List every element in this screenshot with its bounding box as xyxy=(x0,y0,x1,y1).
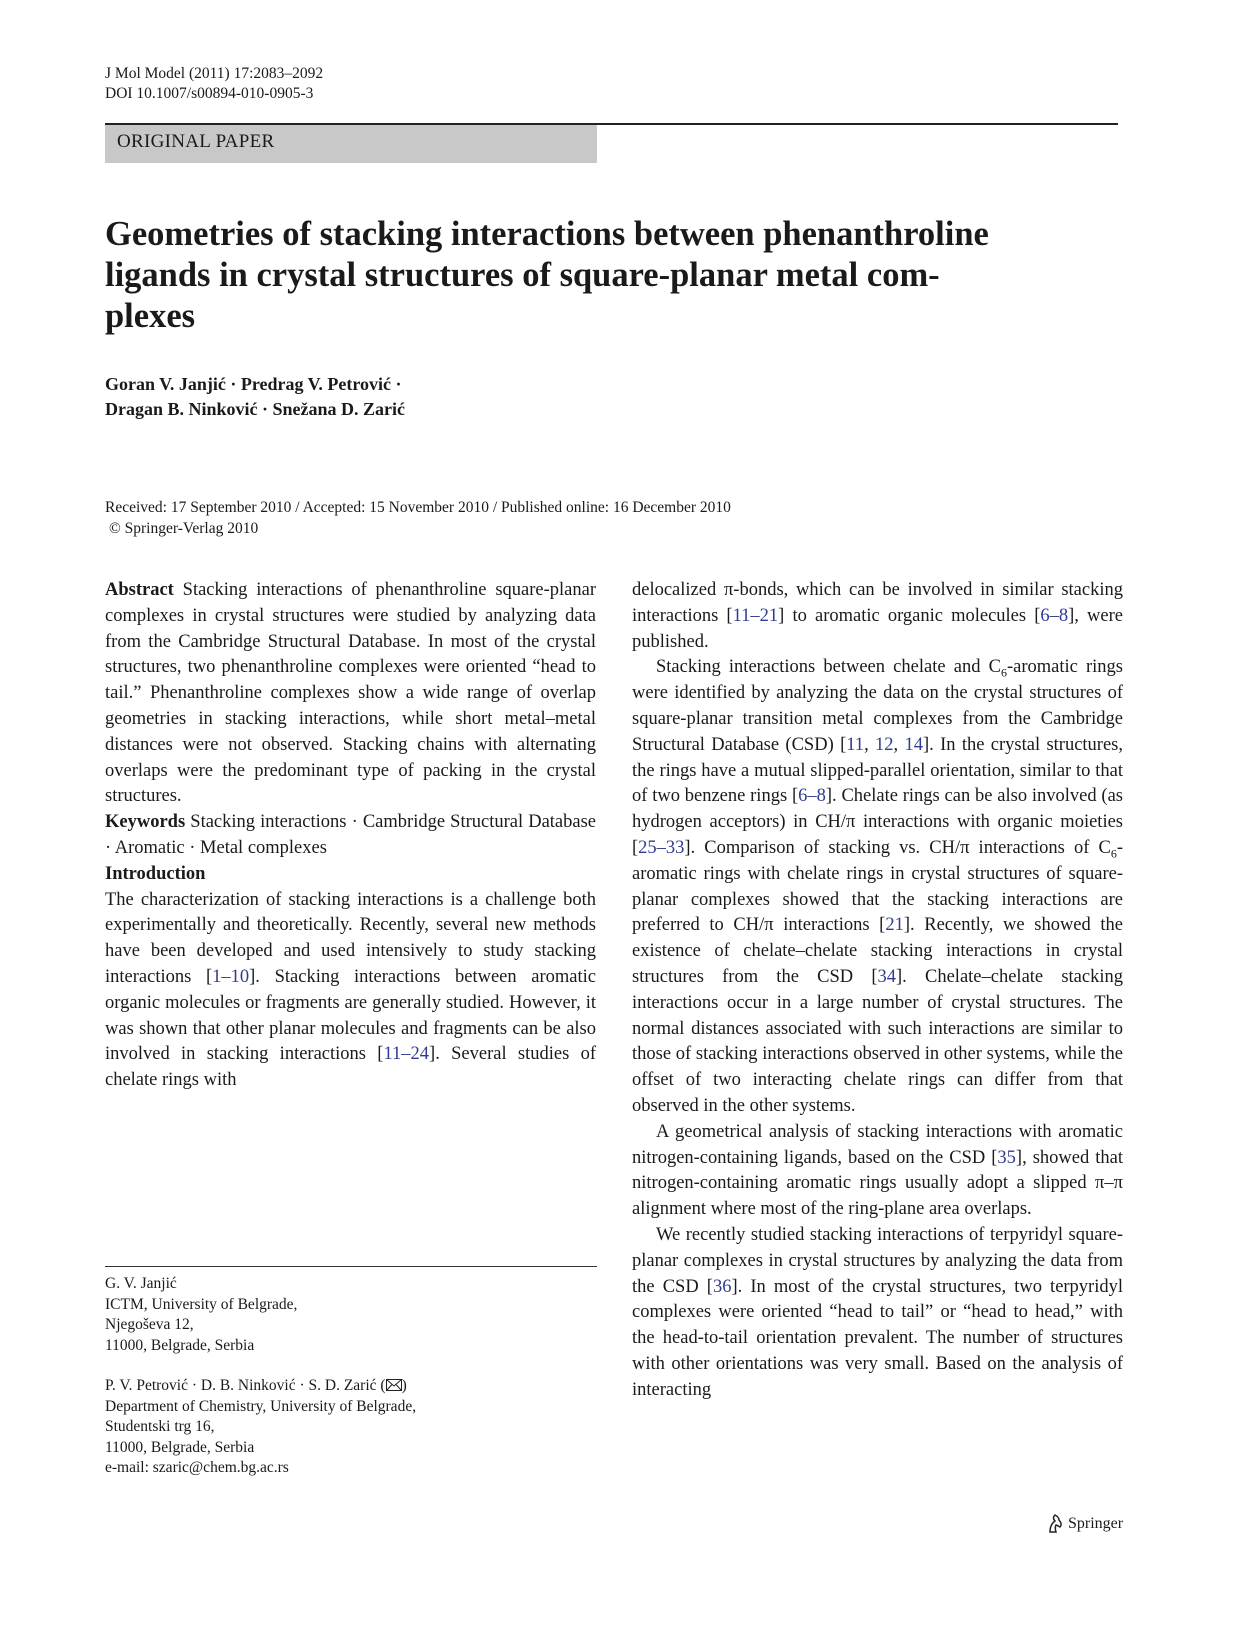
keywords-text: Stacking interactions · Cambridge Structural Database · Aromatic · Metal complexes xyxy=(105,812,597,858)
keywords xyxy=(105,810,596,862)
left-column xyxy=(105,578,596,1094)
affiliation-street: Njegoševa 12, xyxy=(105,1316,194,1333)
paper-title xyxy=(105,214,1105,337)
title-line: plexes xyxy=(105,297,196,335)
article-type-banner xyxy=(105,125,597,163)
received-dates: Received: 17 September 2010 / Accepted: 15 November 2010 / Published online: 16 December 2010 xyxy=(105,499,731,516)
citation-link[interactable]: 25–33 xyxy=(638,837,685,858)
body-paragraph: We recently studied stacking interactions of terpyridyl square-planar complexes in crystal structures by analyzing the data from the CSD [36]. In most of the crystal structures, two terpyridyl complexes were oriented “head to tail” or “head to head,” with the head-to-tail orientation prevalent. The number of structures with other orientations was very small. Based on the analysis of interacting xyxy=(632,1224,1124,1400)
citation-link[interactable]: 11–21 xyxy=(732,605,779,626)
copyright: © Springer-Verlag 2010 xyxy=(109,520,259,537)
affiliation-street: Studentski trg 16, xyxy=(105,1418,215,1435)
affiliation-1 xyxy=(105,1274,297,1356)
email-link[interactable]: e-mail: szaric@chem.bg.ac.rs xyxy=(105,1459,289,1476)
citation-link[interactable]: 6–8 xyxy=(798,786,826,807)
body-paragraph: A geometrical analysis of stacking interactions with aromatic nitrogen-containing ligands, based on the CSD [35], showed that nitrogen-containing aromatic rings usually adopt a slipped π–π alignment where most of the ring-plane area overlaps. xyxy=(632,1121,1123,1220)
title-line: Geometries of stacking interactions between phenanthroline xyxy=(105,215,989,253)
affiliation-names: P. V. Petrović · D. B. Ninković · S. D. Zarić ( ) xyxy=(105,1377,407,1394)
affiliation-name: G. V. Janjić xyxy=(105,1275,177,1292)
envelope-icon xyxy=(386,1379,402,1391)
abstract xyxy=(105,578,596,810)
citation-link[interactable]: 6–8 xyxy=(1040,605,1069,626)
citation-link[interactable]: 11–24 xyxy=(383,1044,430,1065)
affiliation-institution: Department of Chemistry, University of Belgrade, xyxy=(105,1397,417,1415)
citation-link[interactable]: 14 xyxy=(904,734,923,755)
citation-link[interactable]: 12 xyxy=(875,734,894,755)
body-paragraph: Stacking interactions between chelate and $C_6$-aromatic rings were identified by analyzing the data on the crystal structures of square-planar transition metal complexes from the Cambridge Structural Database (CSD) [11, 12, 14]. In the crystal structures, the rings have a mutual slipped-parallel orientation, similar to that of two benzene rings [6–8]. Chelate rings can be also involved (as hydrogen acceptors) in CH/π interactions with organic moieties [25–33]. Comparison of stacking vs. CH/π interactions of $C_6$-aromatic rings with chelate rings in crystal structures of square-planar complexes showed that the stacking interactions are preferred to CH/π interactions [21]. Recently, we showed the existence of chelate–chelate stacking interactions in crystal structures from the CSD [34]. Chelate–chelate stacking interactions occur in a large number of crystal structures. The normal distances associated with such interactions are similar to those of stacking interactions observed in other systems, while the offset of two interacting chelate rings can differ from that observed in the other systems. xyxy=(632,657,1124,1116)
citation-link[interactable]: 1–10 xyxy=(212,966,250,987)
affiliation-city: 11000, Belgrade, Serbia xyxy=(105,1438,255,1456)
author-line: Goran V. Janjić · Predrag V. Petrović · xyxy=(105,374,402,394)
publisher-logo xyxy=(1046,1514,1123,1534)
intro-paragraph: The characterization of stacking interactions is a challenge both experimentally and theoretically. Recently, several new methods have been developed and used intensively to study stacking interactions [1–10]. Stacking interactions between aromatic organic molecules or fragments are generally studied. However, it was shown that other planar molecules and fragments can be also involved in stacking interactions [11–24]. Several studies of chelate rings with xyxy=(105,889,596,1091)
citation-link[interactable]: 34 xyxy=(877,966,896,987)
citation-link[interactable]: 35 xyxy=(997,1147,1016,1168)
journal-citation: J Mol Model (2011) 17:2083–2092 xyxy=(105,65,324,82)
article-type-label: ORIGINAL PAPER xyxy=(117,131,275,152)
citation-link[interactable]: 11 xyxy=(846,734,865,755)
keywords-label: Keywords xyxy=(105,812,186,833)
doi: DOI 10.1007/s00894-010-0905-3 xyxy=(105,85,314,102)
title-line: ligands in crystal structures of square-planar metal com- xyxy=(105,256,940,294)
body-paragraph: delocalized π-bonds, which can be involved in similar stacking interactions [11–21] to aromatic organic molecules [6–8], were published. xyxy=(632,580,1123,652)
affiliation-institution: ICTM, University of Belgrade, xyxy=(105,1295,298,1313)
right-column xyxy=(632,578,1123,1404)
section-heading: Introduction xyxy=(105,863,206,884)
affiliation-city: 11000, Belgrade, Serbia xyxy=(105,1336,255,1354)
author-line: Dragan B. Ninković · Snežana D. Zarić xyxy=(105,399,406,419)
citation-link[interactable]: 21 xyxy=(885,915,904,936)
author-list xyxy=(105,372,405,422)
journal-header xyxy=(105,64,323,104)
publication-dates xyxy=(105,497,731,539)
abstract-label: Abstract xyxy=(105,580,174,600)
affiliation-2 xyxy=(105,1376,416,1479)
springer-horse-icon xyxy=(1046,1514,1064,1534)
abstract-text: Stacking interactions of phenanthroline square-planar complexes in crystal structures were studied by analyzing data from the Cambridge Structural Database. In most of the crystal structures, two phenanthroline complexes were oriented “head to tail.” Phenanthroline complexes show a wide range of overlap geometries in stacking interactions, while short metal–metal distances were not observed. Stacking chains with alternating overlaps were the predominant type of packing in the crystal structures. xyxy=(105,580,596,807)
publisher-name: Springer xyxy=(1068,1515,1124,1532)
footnote-rule xyxy=(105,1266,597,1267)
citation-link[interactable]: 36 xyxy=(712,1276,732,1297)
